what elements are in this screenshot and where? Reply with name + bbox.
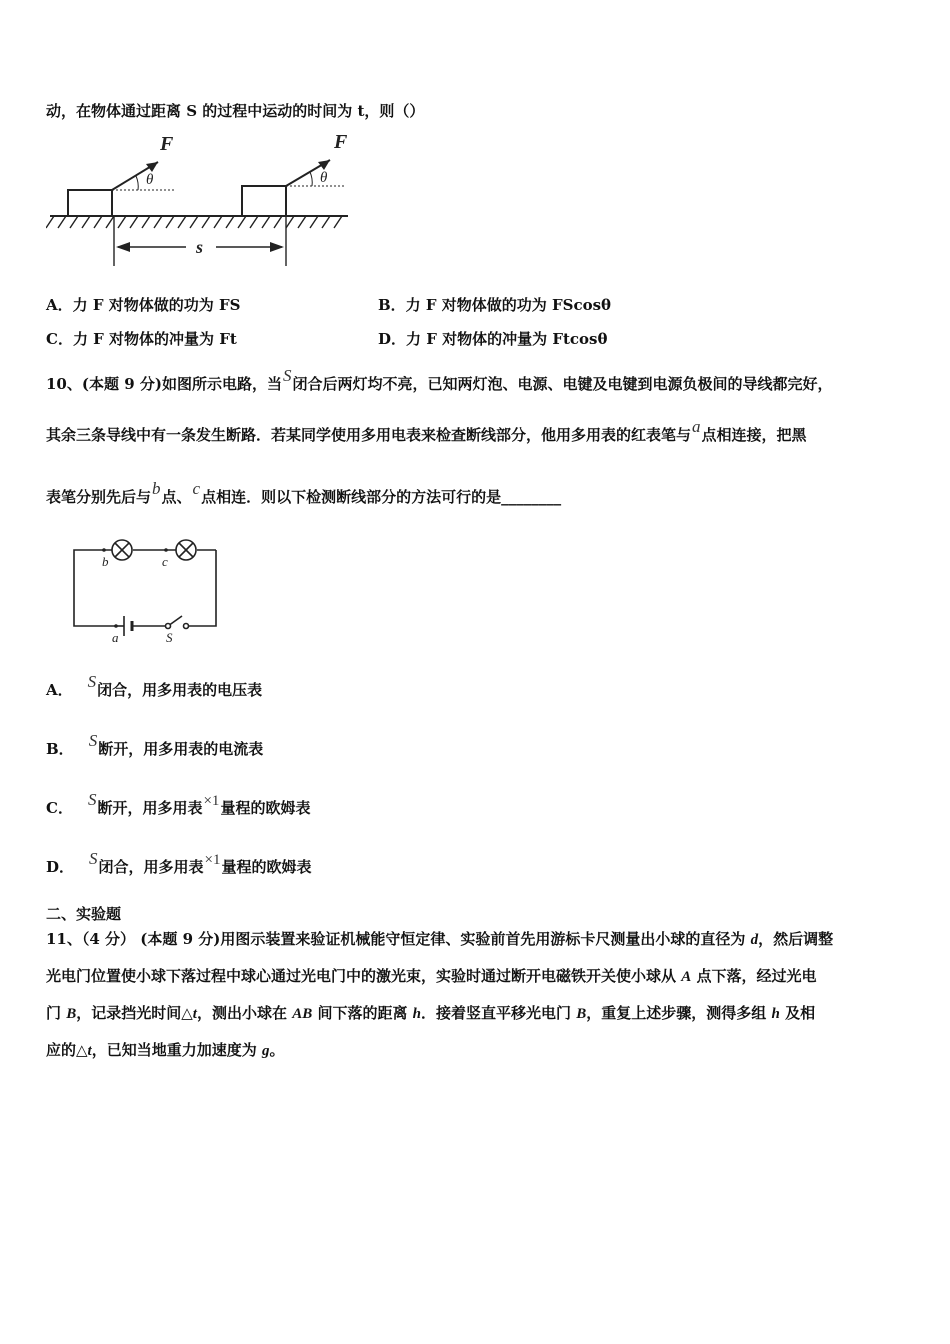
times-one: ×1 [203, 793, 220, 809]
angle-label-2: θ [320, 170, 328, 186]
distance-label: s [196, 237, 204, 257]
block-start [68, 190, 112, 216]
q9-option-a: A．力 F 对物体做的功为 FS [46, 296, 241, 314]
force-label-2: F [334, 131, 348, 153]
q10-stem-line2: 其余三条导线中有一条发生断路．若某同学使用多用电表来检查断线部分，他用多用表的红表笔与a点相连接，把黑 [46, 417, 807, 444]
q10-circuit-figure [66, 532, 242, 650]
symbol-s: S [282, 366, 292, 385]
symbol-c: c [192, 479, 201, 498]
circuit-label-s: S [166, 630, 173, 645]
q10-option-d: D． S闭合，用多用表×1量程的欧姆表 [46, 849, 312, 876]
circuit-label-a: a [112, 630, 119, 645]
symbol-b: b [152, 479, 161, 498]
section-heading: 二、实验题 [46, 905, 122, 923]
q9-option-c: C．力 F 对物体的冲量为 Ft [46, 330, 237, 348]
q11-line1: 11、（4 分） (本题 9 分)用图示装置来验证机械能守恒定律、实验前首先用游标卡尺测量出小球的直径为 d，然后调整 [46, 930, 834, 948]
q10-option-a: A． S闭合，用多用表的电压表 [46, 672, 263, 699]
circuit-label-b: b [102, 554, 109, 569]
q9-option-d: D．力 F 对物体的冲量为 Ftcosθ [378, 330, 608, 348]
block-end [242, 186, 286, 216]
symbol-a: a [692, 417, 701, 436]
times-one: ×1 [204, 852, 221, 868]
q10-option-b: B． S断开，用多用表的电流表 [46, 731, 264, 758]
wire-left [74, 550, 122, 626]
q11-line3: 门 B，记录挡光时间△t，测出小球在 AB 间下落的距离 h．接着竖直平移光电门 B，重复上述步骤，测得多组 h 及相 [46, 1004, 816, 1022]
q10-stem-line1: 10、(本题 9 分)如图所示电路，当S闭合后两灯均不亮，已知两灯泡、电源、电键及电键到电源负极间的导线都完好， [46, 366, 833, 393]
q9-stem: 动，在物体通过距离 S 的过程中运动的时间为 t，则（） [46, 102, 425, 120]
q9-force-figure [46, 128, 356, 268]
q11-line4: 应的△t，已知当地重力加速度为 g。 [46, 1041, 285, 1059]
q11-line2: 光电门位置使小球下落过程中球心通过光电门中的激光束，实验时通过断开电磁铁开关使小球从 A 点下落，经过光电 [46, 967, 817, 985]
q9-option-b: B．力 F 对物体做的功为 FScosθ [378, 296, 612, 314]
ground-hatch [46, 216, 342, 228]
circuit-label-c: c [162, 554, 168, 569]
q10-option-c: C． S断开，用多用表×1量程的欧姆表 [46, 790, 311, 817]
q10-stem-line3: 表笔分别先后与b点、c点相连．则以下检测断线部分的方法可行的是________ [46, 479, 562, 506]
force-label-1: F [160, 133, 174, 155]
angle-label-1: θ [146, 172, 154, 188]
